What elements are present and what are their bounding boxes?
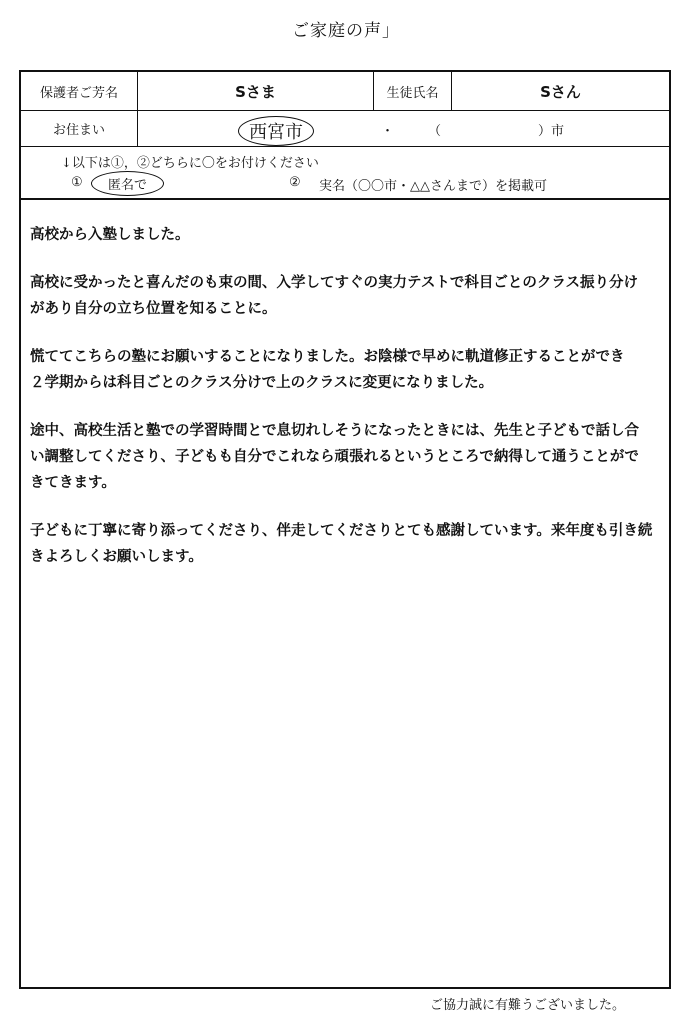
- address-dot: ・: [381, 124, 395, 139]
- line: 慌ててこちらの塾にお願いすることになりました。お陰様で早めに軌道修正することができ: [30, 349, 625, 365]
- option1-number: ①: [71, 175, 83, 190]
- paragraph-3: [30, 344, 660, 396]
- address-value: [137, 111, 669, 146]
- paragraph-4: [30, 418, 660, 496]
- paragraph-2: [30, 270, 660, 322]
- line: 途中、高校生活と塾での学習時間とで息切れしそうになったときには、先生と子どもで話し合: [30, 423, 639, 439]
- guardian-name: Sさま: [137, 72, 373, 110]
- publication-option-row: [21, 147, 669, 200]
- address-paren-open: （: [428, 124, 442, 139]
- line: きよろしくお願いします。: [30, 549, 203, 565]
- name-row: [21, 72, 669, 111]
- line: 高校に受かったと喜んだのも束の間、入学してすぐの実力テストで科目ごとのクラス振り分け: [30, 275, 638, 291]
- option2-number: ②: [289, 175, 301, 190]
- address-row: [21, 111, 669, 147]
- testimonial-body: [30, 222, 660, 592]
- option-instruction: ↓以下は①，②どちらに〇をお付けください: [61, 156, 319, 171]
- student-name: Sさん: [451, 72, 669, 110]
- option1-anonymous: 匿名で: [91, 171, 164, 196]
- page-title: ご家庭の声」: [292, 21, 400, 41]
- testimonial-form: [19, 70, 671, 989]
- student-label: 生徒氏名: [373, 72, 451, 110]
- paragraph-5: [30, 518, 660, 570]
- guardian-label: 保護者ご芳名: [39, 85, 118, 101]
- address-paren-close: ）市: [538, 124, 565, 139]
- line: 高校から入塾しました。: [30, 227, 190, 243]
- line: ２学期からは科目ごとのクラス分けで上のクラスに変更になりました。: [30, 375, 494, 391]
- option2-real-name: 実名（〇〇市・△△さんまで）を掲載可: [319, 179, 547, 194]
- address-label: お住まい: [52, 123, 105, 138]
- line: 子どもに丁寧に寄り添ってくださり、伴走してくださりとても感謝しています。来年度も引き続: [30, 523, 653, 539]
- line: い調整してくださり、子どもも自分でこれなら頑張れるというところで納得して通うことがで: [30, 449, 639, 465]
- line: きてきます。: [30, 475, 116, 491]
- address-city: 西宮市: [238, 116, 314, 146]
- paragraph-1: [30, 222, 660, 248]
- footer-thanks: ご協力誠に有難うございました。: [430, 998, 626, 1013]
- line: があり自分の立ち位置を知ることに。: [30, 301, 277, 317]
